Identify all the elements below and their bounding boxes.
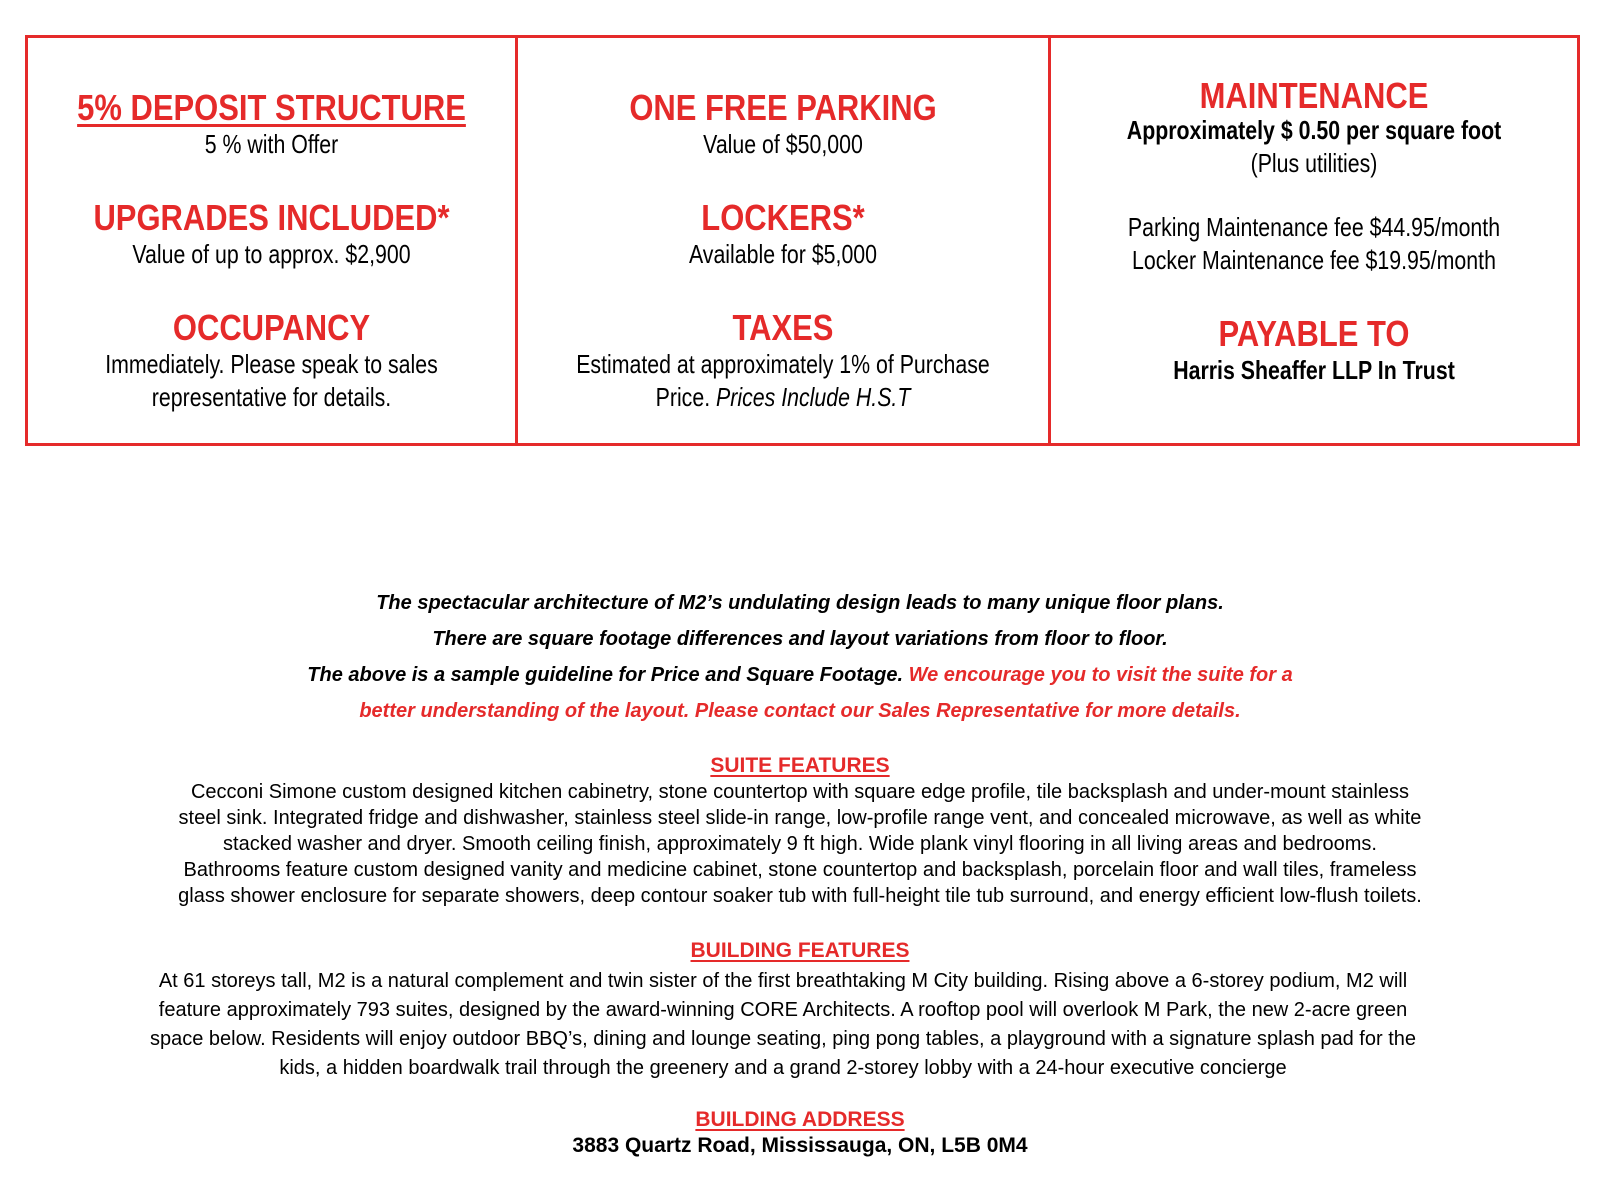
building-address-text: 3883 Quartz Road, Mississauga, ON, L5B 0M4 <box>572 1134 1028 1157</box>
suite-features-text <box>0 779 1600 909</box>
lockers-text: Available for $5,000 <box>688 239 878 269</box>
layout-notes <box>0 585 1600 729</box>
taxes-section <box>518 308 1048 414</box>
suite-features-line: steel sink. Integrated fridge and dishwasher, stainless steel slide-in range, low-profile range vent, and concealed microwave, as well as white <box>178 807 1422 829</box>
suite-features-line: Bathrooms feature custom designed vanity and medicine cabinet, stone countertop and backsplash, porcelain floor and wall tiles, frameless <box>183 859 1417 881</box>
occupancy-section <box>28 308 515 414</box>
lockers-section <box>518 198 1048 271</box>
building-features-line: feature approximately 793 suites, designed by the award-winning CORE Architects. A rooftop pool will overlook M Park, the new 2-acre green <box>158 999 1408 1021</box>
deposit-section <box>28 88 515 161</box>
note-line1: The spectacular architecture of M2’s undulating design leads to many unique floor plans. <box>376 592 1224 614</box>
payable-heading: PAYABLE TO <box>1218 313 1410 354</box>
note-line3 <box>0 657 1600 693</box>
taxes-text-line2 <box>566 381 1001 414</box>
parking-section <box>518 88 1048 161</box>
parking-heading: ONE FREE PARKING <box>629 87 937 128</box>
upgrades-section <box>28 198 515 271</box>
parking-maintenance-fee: Parking Maintenance fee $44.95/month <box>1127 212 1501 242</box>
building-features-line: At 61 storeys tall, M2 is a natural complement and twin sister of the first breathtaking M City building. Rising above a 6-storey podium, M2 will <box>158 970 1408 992</box>
building-features-heading: BUILDING FEATURES <box>690 939 910 962</box>
payable-section <box>1051 314 1577 387</box>
locker-maintenance-fee: Locker Maintenance fee $19.95/month <box>1132 245 1496 275</box>
suite-features-line: stacked washer and dryer. Smooth ceiling finish, approximately 9 ft high. Wide plank vinyl flooring in all living areas and bedrooms. <box>223 833 1377 855</box>
pricing-column-1 <box>28 38 518 443</box>
note-line2: There are square footage differences and layout variations from floor to floor. <box>432 628 1168 650</box>
taxes-hst-note: Prices Include H.S.T <box>716 382 911 412</box>
building-features-line: kids, a hidden boardwalk trail through the greenery and a grand 2-storey lobby with a 24-hour executive concierge <box>279 1057 1287 1079</box>
maintenance-utilities-note: (Plus utilities) <box>1250 148 1378 178</box>
suite-features-line: glass shower enclosure for separate showers, deep contour soaker tub with full-height tile tub surround, and energy efficient low-flush toilets. <box>178 885 1422 907</box>
deposit-text: 5 % with Offer <box>204 129 339 159</box>
note-line3-black: The above is a sample guideline for Price and Square Footage. <box>307 664 909 686</box>
pricing-column-3 <box>1051 38 1577 443</box>
occupancy-text-line1: Immediately. Please speak to sales <box>105 349 438 379</box>
upgrades-text: Value of up to approx. $2,900 <box>132 239 411 269</box>
maintenance-section <box>1051 76 1577 277</box>
taxes-text-line1: Estimated at approximately 1% of Purchase <box>576 349 990 379</box>
note-line3-red: We encourage you to visit the suite for a <box>908 664 1293 686</box>
taxes-price-label: Price. <box>655 382 717 412</box>
building-features-line: space below. Residents will enjoy outdoor BBQ’s, dining and lounge seating, ping pong tables, a playground with a signature splash pad for the <box>149 1028 1416 1050</box>
maintenance-heading: MAINTENANCE <box>1199 75 1429 116</box>
lockers-heading: LOCKERS* <box>701 197 865 238</box>
occupancy-text-line2: representative for details. <box>151 382 392 412</box>
payable-text: Harris Sheaffer LLP In Trust <box>1173 355 1455 385</box>
upgrades-heading: UPGRADES INCLUDED* <box>93 197 450 238</box>
occupancy-heading: OCCUPANCY <box>172 307 371 348</box>
suite-features-line: Cecconi Simone custom designed kitchen cabinetry, stone countertop with square edge profile, tile backsplash and under-mount stainless <box>190 781 1410 803</box>
deposit-heading: 5% DEPOSIT STRUCTURE <box>77 87 466 128</box>
parking-text: Value of $50,000 <box>703 129 863 159</box>
pricing-column-2 <box>518 38 1051 443</box>
suite-features-heading: SUITE FEATURES <box>710 754 890 777</box>
taxes-heading: TAXES <box>732 307 834 348</box>
building-features-text <box>0 967 1566 1083</box>
pricing-grid <box>25 35 1580 446</box>
maintenance-rate: Approximately $ 0.50 per square foot <box>1126 115 1502 145</box>
building-address-heading: BUILDING ADDRESS <box>695 1108 905 1131</box>
note-line4: better understanding of the layout. Please contact our Sales Representative for more details. <box>359 700 1241 722</box>
